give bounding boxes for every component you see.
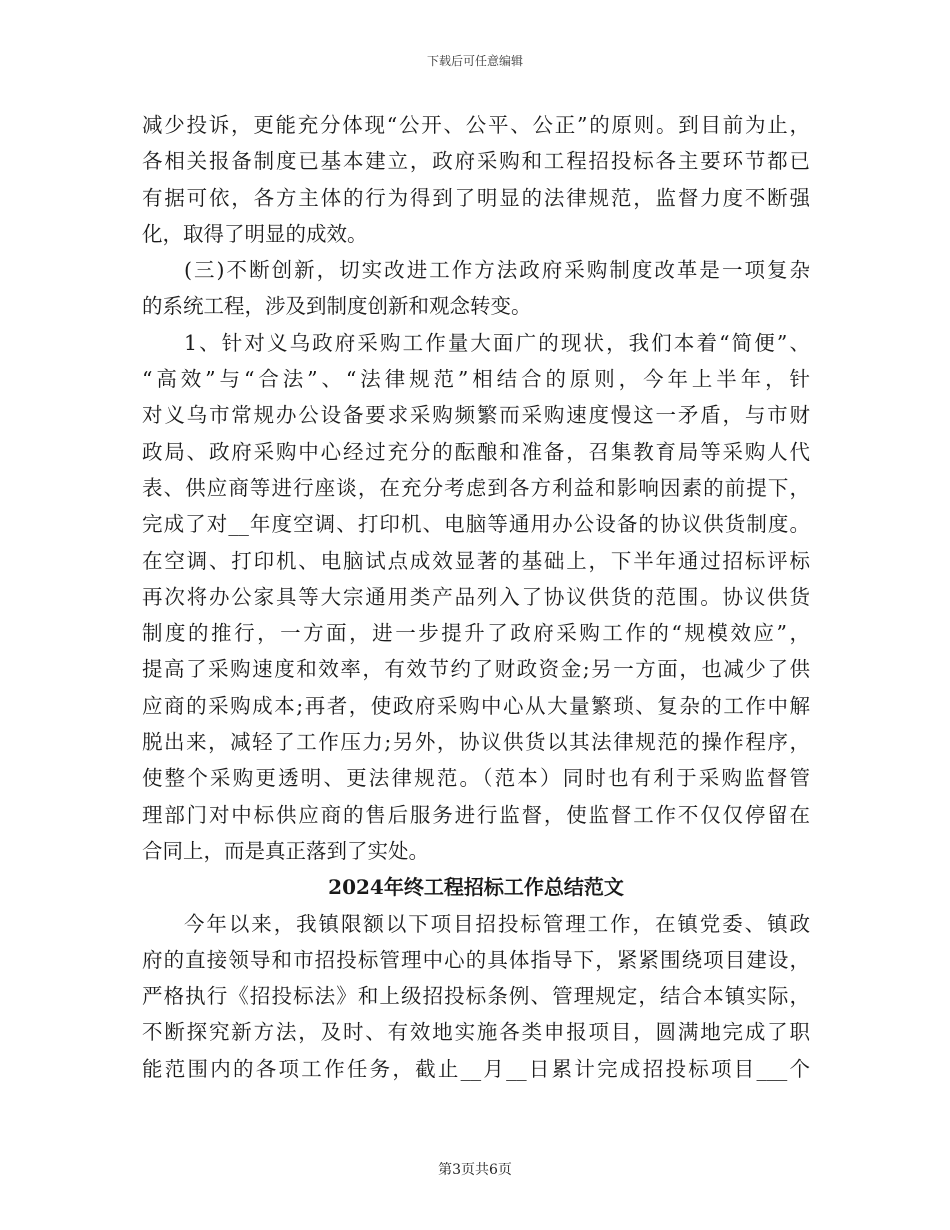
body-line: 完成了对__年度空调、打印机、电脑等通用办公设备的协议供货制度。 (142, 512, 810, 537)
document-body (142, 107, 810, 1087)
body-line: 能范围内的各项工作任务，截止__月__日累计完成招投标项目___个 (142, 1056, 810, 1081)
paragraph-start-line: (三)不断创新，切实改进工作方法政府采购制度改革是一项复杂 (184, 258, 810, 283)
body-line: 府的直接领导和市招投标管理中心的具体指导下，紧紧围绕项目建设， (142, 947, 810, 972)
body-line: 制度的推行，一方面，进一步提升了政府采购工作的“规模效应”， (142, 621, 810, 646)
section-heading: 2024年终工程招标工作总结范文 (328, 875, 624, 900)
body-line: 政局、政府采购中心经过充分的酝酿和准备，召集教育局等采购人代 (142, 439, 810, 464)
body-line: 再次将办公家具等大宗通用类产品列入了协议供货的范围。协议供货 (142, 584, 810, 609)
body-line: 应商的采购成本;再者，使政府采购中心从大量繁琐、复杂的工作中解 (142, 693, 810, 718)
body-line: 化，取得了明显的成效。 (142, 221, 368, 246)
body-line: 的系统工程，涉及到制度创新和观念转变。 (142, 294, 532, 319)
body-line: 各相关报备制度已基本建立，政府采购和工程招投标各主要环节都已 (142, 149, 810, 174)
body-line: 使整个采购更透明、更法律规范。（范本）同时也有利于采购监督管 (142, 766, 810, 791)
paragraph-start-line: 今年以来，我镇限额以下项目招投标管理工作，在镇党委、镇政 (184, 911, 810, 936)
body-line: 提高了采购速度和效率，有效节约了财政资金;另一方面，也减少了供 (142, 657, 810, 682)
body-line: 不断探究新方法，及时、有效地实施各类申报项目，圆满地完成了职 (142, 1020, 810, 1045)
body-line: 合同上，而是真正落到了实处。 (142, 838, 429, 863)
body-line: 脱出来，减轻了工作压力;另外，协议供货以其法律规范的操作程序， (142, 730, 810, 755)
body-line: 对义乌市常规办公设备要求采购频繁而采购速度慢这一矛盾，与市财 (142, 403, 810, 428)
paragraph-start-line: 1、针对义乌政府采购工作量大面广的现状，我们本着“简便”、 (184, 330, 810, 355)
body-line: “高效”与“合法”、“法律规范”相结合的原则，今年上半年，针 (142, 367, 810, 392)
body-line: 有据可依，各方主体的行为得到了明显的法律规范，监督力度不断强 (142, 185, 810, 210)
page-header: 下载后可任意编辑 (426, 54, 523, 68)
page-number-footer: 第3页共6页 (438, 1162, 512, 1178)
body-line: 表、供应商等进行座谈，在充分考虑到各方利益和影响因素的前提下， (142, 475, 810, 500)
body-line: 减少投诉，更能充分体现“公开、公平、公正”的原则。到目前为止， (142, 113, 810, 137)
body-line: 严格执行《招投标法》和上级招投标条例、管理规定，结合本镇实际， (142, 984, 810, 1009)
body-line: 理部门对中标供应商的售后服务进行监督，使监督工作不仅仅停留在 (142, 802, 810, 827)
body-line: 在空调、打印机、电脑试点成效显著的基础上，下半年通过招标评标 (142, 548, 810, 573)
